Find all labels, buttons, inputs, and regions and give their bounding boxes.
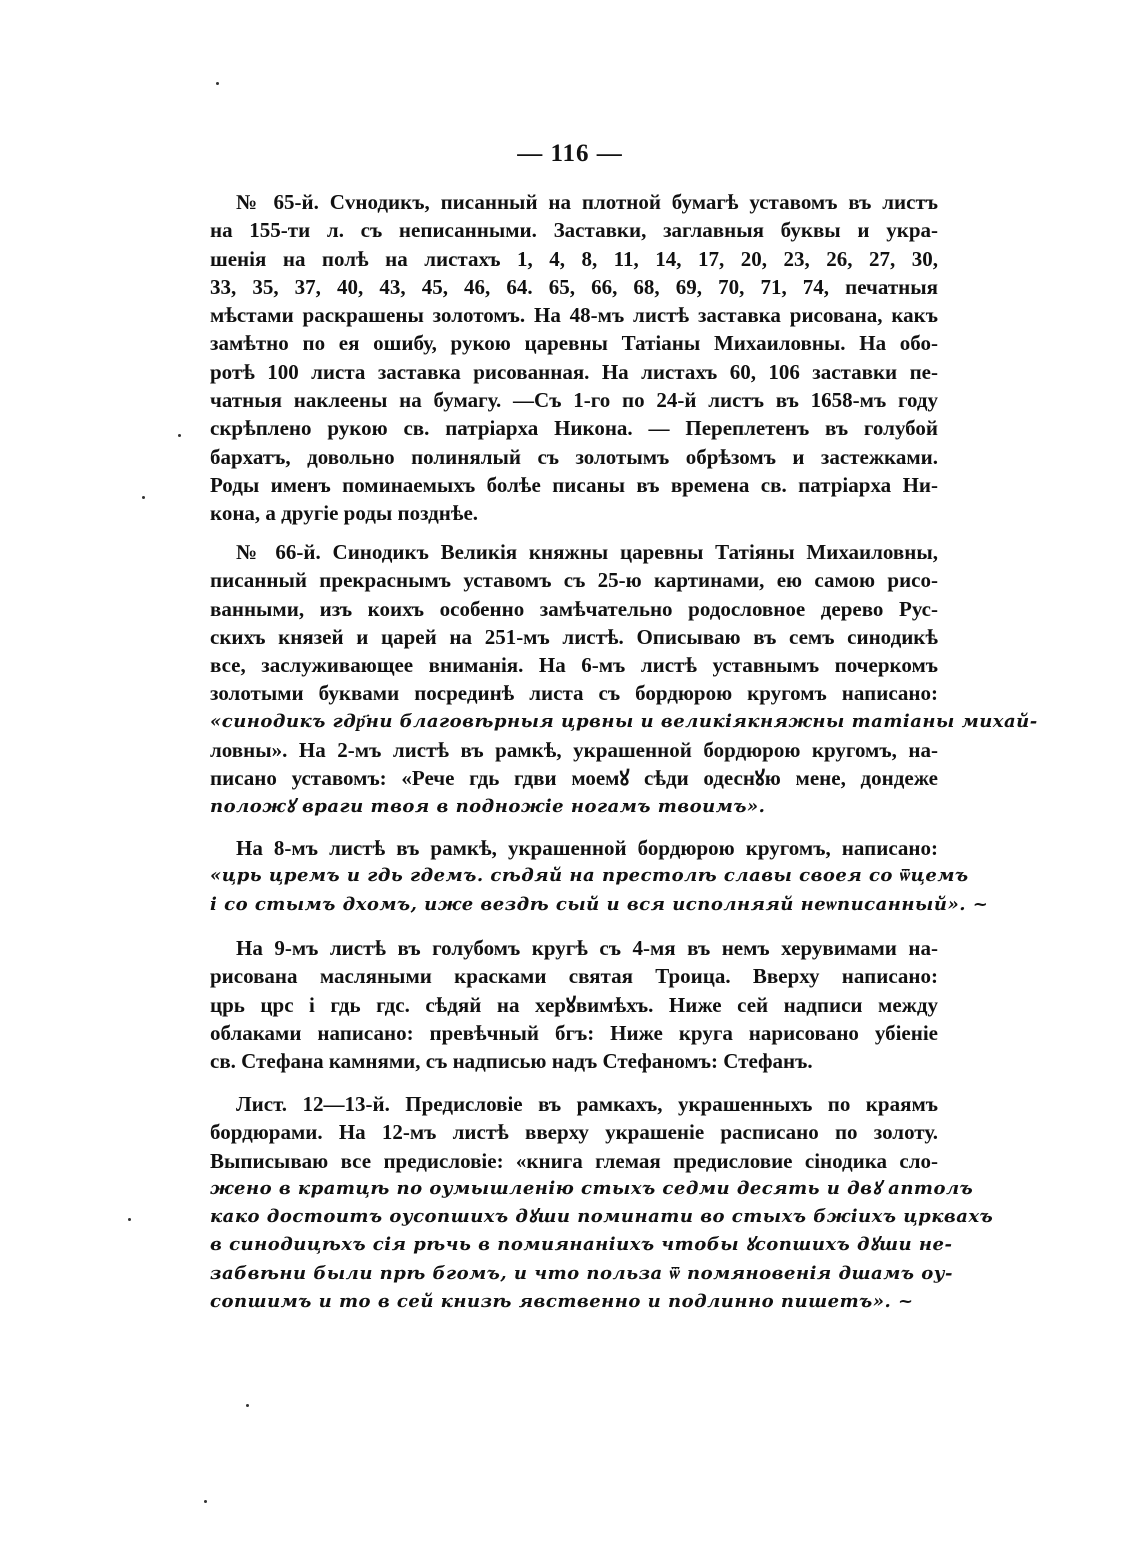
text-line: 33, 35, 37, 40, 43, 45, 46, 64. 65, 66, 68, 69, 70, 71, 74, печатныя	[210, 274, 938, 299]
text-line: облаками написано: превѣчный бгъ: Ниже круга нарисовано убіеніе	[210, 1020, 938, 1045]
paragraph-text	[210, 538, 1038, 821]
text-line: рисована масляными красками святая Троица. Вверху написано:	[210, 964, 938, 989]
scan-speck	[178, 434, 181, 437]
slavonic-text-line: забвѣни были прѣ бгомъ, и что польза ѿ помяновенія дшамъ оу-	[210, 1262, 953, 1284]
text-line: На 9-мъ листѣ въ голубомъ кругѣ съ 4-мя въ немъ херувимами на-	[236, 936, 938, 960]
text-line: бархатъ, довольно полинялый съ золотымъ обрѣзомъ и застежками.	[210, 444, 938, 469]
page-number: — 116 —	[517, 140, 623, 167]
text-line: № 66-й. Синодикъ Великія княжны царевны Татіяны Михаиловны,	[236, 540, 938, 564]
scan-speck	[142, 496, 145, 499]
slavonic-text-line: положꙋ враги твоя в подножіе ногамъ твоимъ».	[210, 795, 766, 817]
paragraph-text	[210, 1090, 994, 1316]
scan-speck	[246, 1404, 249, 1407]
paragraph-65	[210, 188, 938, 528]
text-line: скихъ князей и царей на 251-мъ листѣ. Описываю въ семъ синодикѣ	[210, 624, 938, 649]
text-line: бордюрами. На 12-мъ листѣ вверху украшеніе расписано по золоту.	[210, 1120, 938, 1145]
text-line: писано уставомъ: «Рече гдь гдви моемꙋ сѣди одеснꙋю мене, дондеже	[210, 766, 938, 791]
paragraph-text	[210, 934, 938, 1075]
slavonic-text-line: і со стымъ дхомъ, иже вездѣ сый и вся исполняяй неѡписанный». ~	[210, 893, 989, 915]
slavonic-text-line: како достоитъ оусопшихъ дꙋши поминати во стыхъ бжіихъ црквахъ	[210, 1206, 994, 1228]
text-line: св. Стефана камнями, съ надписью надъ Стефаномъ: Стефанъ.	[210, 1049, 813, 1074]
text-line: № 65-й. Сvнодикъ, писанный на плотной бумагѣ уставомъ въ листъ	[236, 190, 938, 214]
text-line: шенія на полѣ на листахъ 1, 4, 8, 11, 14, 17, 20, 23, 26, 27, 30,	[210, 246, 938, 271]
text-line: Роды именъ поминаемыхъ болѣе писаны въ времена св. патріарха Ни-	[210, 472, 938, 497]
slavonic-text-line: сопшимъ и то в сей книзѣ явственно и подлинно пишетъ». ~	[210, 1291, 914, 1313]
paragraph-text	[210, 834, 989, 919]
text-line: ротѣ 100 листа заставка рисованная. На листахъ 60, 106 заставки пе-	[210, 359, 938, 384]
text-line: замѣтно по ея ошибу, рукою царевны Татіаны Михаиловны. На обо-	[210, 331, 938, 356]
text-line: мѣстами раскрашены золотомъ. На 48-мъ листѣ заставка рисована, какъ	[210, 303, 938, 328]
text-line: Выписываю все предисловіе: «книга глемая предисловие сінодика сло-	[210, 1148, 938, 1173]
scan-speck	[128, 1218, 131, 1221]
text-line: на 155-ти л. съ неписанными. Заставки, заглавныя буквы и укра-	[210, 218, 938, 243]
text-line: Лист. 12—13-й. Предисловіе въ рамкахъ, украшенныхъ по краямъ	[236, 1092, 938, 1116]
paragraph-leaf-12-13	[210, 1090, 994, 1316]
text-line: все, заслуживающее вниманія. На 6-мъ листѣ уставнымъ почеркомъ	[210, 653, 938, 678]
text-line: црь црс і гдь гдс. сѣдяй на херꙋвимѣхъ. Ниже сей надписи между	[210, 992, 938, 1017]
text-line: ловны». На 2-мъ листѣ въ рамкѣ, украшенной бордюрою кругомъ, на-	[210, 738, 938, 763]
slavonic-text-line: жено в кратцѣ по оумышленію стыхъ седми десять и двꙋ аптолъ	[210, 1177, 974, 1199]
text-line: кона, а другіе роды позднѣе.	[210, 501, 479, 526]
slavonic-text-line: «црь цремъ и гдь гдемъ. сѣдяй на престолѣ славы своея со ѿцемъ	[210, 865, 969, 887]
text-line: скрѣплено рукою св. патріарха Никона. — Переплетенъ въ голубой	[210, 416, 938, 441]
text-line: писанный прекраснымъ уставомъ съ 25-ю картинами, ею самою рисо-	[210, 568, 938, 593]
paragraph-leaf-8	[210, 834, 989, 919]
paragraph-leaf-9	[210, 934, 938, 1075]
slavonic-text-line: «синодикъ гдр҃ни благовѣрныя црвны и великіякняжны татіаны михай-	[210, 710, 1038, 732]
text-line: На 8-мъ листѣ въ рамкѣ, украшенной бордюрою кругомъ, написано:	[236, 836, 938, 860]
text-line: ванными, изъ коихъ особенно замѣчательно родословное дерево Рус-	[210, 596, 938, 621]
text-line: золотыми буквами посрединѣ листа съ бордюрою кругомъ написано:	[210, 681, 938, 706]
paragraph-text	[210, 188, 938, 528]
text-line: чатныя наклеены на бумагу. —Съ 1-го по 24-й листъ въ 1658-мъ году	[210, 388, 938, 413]
paragraph-66	[210, 538, 1038, 821]
scan-speck	[204, 1500, 207, 1503]
slavonic-text-line: в синодицѣхъ сія рѣчь в помиянаніихъ чтобы ꙋсопшихъ дꙋши не-	[210, 1234, 953, 1256]
scan-speck	[216, 82, 219, 85]
